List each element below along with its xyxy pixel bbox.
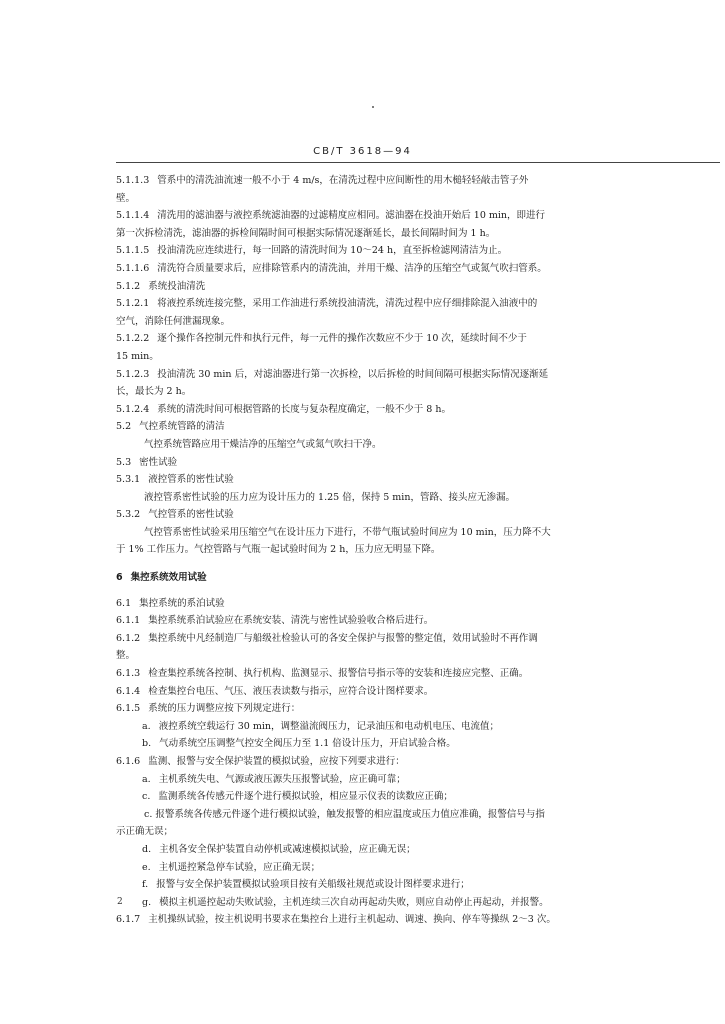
text-line	[116, 771, 720, 789]
clause-text: 将液控系统连接完整，采用工作油进行系统投油清洗，清洗过程中应仔细排除混入油液中的	[157, 298, 538, 310]
text-line	[116, 595, 720, 613]
text-line	[116, 278, 720, 296]
clause-text: 集控系统系泊试验应在系统安装、清洗与密性试验验收合格后进行。	[148, 615, 434, 627]
text-line	[116, 383, 720, 401]
clause-text: 液控管系的密性试验	[148, 474, 234, 486]
clause-text: 液控系统空载运行 30 min，调整溢流阀压力，记录油压和电动机电压、电流值；	[158, 720, 499, 732]
text-line	[116, 647, 720, 665]
clause-text: 模拟主机遥控起动失败试验，主机连续三次自动再起动失败，则应自动停止再起动，并报警。	[159, 896, 549, 908]
clause-number: 5.3.2	[116, 509, 141, 521]
text-line	[116, 242, 720, 260]
clause-number: 5.1.2.3	[116, 368, 150, 380]
clause-text: 管系中的清洗油流速一般不小于 4 m/s，在清洗过程中应间断性的用木槌轻轻敲击管子外	[157, 175, 529, 186]
text-line	[116, 313, 720, 331]
clause-text: 集控系统中凡经制造厂与船级社检验认可的各安全保护与报警的整定值，效用试验时不再作调	[148, 632, 538, 644]
clause-number: 5.1.1.3	[116, 175, 150, 186]
text-line	[116, 806, 720, 824]
clause-text: 主机遥控紧急停车试验，应正确无误；	[158, 861, 321, 873]
header-rule	[116, 162, 720, 163]
page-number: 2	[117, 897, 123, 907]
clause-number: 5.1.2.2	[116, 333, 150, 345]
page-header: CB/T 3618—94	[313, 146, 412, 157]
clause-text: 监测、报警与安全保护装置的模拟试验，应按下列要求进行：	[148, 756, 405, 767]
clause-text: 集控系统效用试验	[130, 572, 207, 584]
clause-text: 液控管系密性试验的压力应为设计压力的 1.25 倍，保持 5 min，管路、接头应无渗漏。	[144, 491, 515, 503]
text-line	[116, 753, 720, 771]
clause-number: f.	[142, 879, 149, 891]
scan-speck	[372, 106, 374, 108]
text-line	[116, 366, 720, 384]
clause-text: 气动系统空压调整气控安全阀压力至 1.1 倍设计压力，开启试验合格。	[159, 738, 456, 750]
text-line	[116, 541, 720, 559]
clause-text: 气控管系的密性试验	[148, 509, 234, 521]
text-line	[116, 225, 720, 243]
clause-text: 壁。	[116, 192, 136, 204]
text-line	[116, 894, 720, 912]
text-line	[116, 506, 720, 524]
clause-number: a.	[142, 720, 151, 732]
clause-number: 6.1.1	[116, 615, 141, 627]
text-line	[116, 418, 720, 436]
text-line	[116, 190, 720, 208]
section-heading	[116, 569, 720, 587]
text-line	[116, 718, 720, 736]
clause-number: 5.1.1.6	[116, 262, 150, 274]
text-line	[116, 489, 720, 507]
clause-number: 5.1.1.4	[116, 210, 150, 222]
clause-text: 长，最长为 2 h。	[116, 386, 192, 398]
text-line	[116, 612, 720, 630]
clause-number: 6.1.4	[116, 685, 141, 697]
text-line	[116, 823, 720, 841]
clause-text: 报警与安全保护装置模拟试验项目按有关船级社规范或设计图样要求进行；	[156, 879, 470, 891]
clause-number: 5.1.2.4	[116, 403, 150, 415]
clause-text: 集控系统的系泊试验	[139, 597, 225, 609]
clause-text: 主机各安全保护装置自动停机或减速模拟试验，应正确无误；	[159, 843, 416, 855]
clause-text: 于 1% 工作压力。气控管路与气瓶一起试验时间为 2 h，压力应无明显下降。	[116, 544, 441, 556]
clause-text: 检查集控系统各控制、执行机构、监测显示、报警信号指示等的安装和连接应完整、正确。	[148, 668, 529, 680]
text-line	[116, 260, 720, 278]
text-line	[116, 859, 720, 877]
clause-text: 系统的压力调整应按下列规定进行：	[148, 703, 301, 715]
clause-text: 空气，消除任何泄漏现象。	[116, 315, 231, 327]
text-line	[116, 207, 720, 225]
text-line	[116, 172, 720, 190]
text-line	[116, 436, 720, 454]
clause-text: 示正确无误；	[116, 826, 174, 838]
clause-text: 气控管系密性试验采用压缩空气在设计压力下进行，不带气瓶试验时间应为 10 min，压力降不大	[144, 526, 551, 538]
clause-number: b.	[142, 738, 152, 750]
clause-number: 6.1.7	[116, 914, 141, 926]
clause-number: d.	[142, 843, 152, 855]
clause-text: 气控系统管路应用干燥洁净的压缩空气或氮气吹扫干净。	[144, 438, 382, 450]
clause-text: 清洗符合质量要求后，应排除管系内的清洗油，并用干燥、洁净的压缩空气或氮气吹扫管系。	[157, 262, 547, 274]
clause-number: 5.2	[116, 421, 132, 433]
clause-text: 主机操纵试验，按主机说明书要求在集控台上进行主机起动、调速、换向、停车等操纵 2～3 次。	[148, 914, 556, 926]
clause-number: 6.1	[116, 597, 132, 609]
clause-number: 6.1.2	[116, 632, 141, 644]
clause-number: e.	[142, 861, 151, 873]
clause-text: 检查集控台电压、气压、液压表读数与指示，应符合设计图样要求。	[148, 685, 434, 697]
text-line	[116, 330, 720, 348]
text-line	[116, 295, 720, 313]
text-line	[116, 788, 720, 806]
clause-number: c.	[142, 791, 151, 803]
clause-text: 投油清洗 30 min 后，对滤油器进行第一次拆检，以后拆检的时间间隔可根据实际情况逐渐延	[157, 368, 549, 380]
text-line	[116, 665, 720, 683]
clause-number: 5.1.2.1	[116, 298, 150, 310]
text-line	[116, 876, 720, 894]
clause-text: 整。	[116, 650, 136, 662]
clause-number: 6.1.5	[116, 703, 141, 715]
text-line	[116, 683, 720, 701]
clause-number: 5.3.1	[116, 474, 141, 486]
clause-text: 密性试验	[139, 456, 178, 468]
clause-text: 第一次拆检清洗，滤油器的拆检间隔时间可根据实际情况逐渐延长，最长间隔时间为 1 h。	[116, 227, 496, 239]
text-line	[116, 471, 720, 489]
text-line	[116, 630, 720, 648]
text-line	[116, 454, 720, 472]
clause-text: 逐个操作各控制元件和执行元件，每一元件的操作次数应不少于 10 次，延续时间不少于	[157, 333, 527, 345]
document-body	[116, 172, 720, 929]
text-line	[116, 401, 720, 419]
clause-text: 系统投油清洗	[148, 280, 206, 292]
clause-number: 6.1.6	[116, 756, 141, 767]
clause-number: 5.1.2	[116, 280, 141, 292]
clause-text: 15 min。	[116, 350, 159, 362]
clause-text: 清洗用的滤油器与液控系统滤油器的过滤精度应相同。滤油器在投油开始后 10 min，即进行	[157, 210, 546, 222]
text-line	[116, 841, 720, 859]
clause-number: g.	[142, 896, 152, 908]
clause-text: 投油清洗应连续进行，每一回路的清洗时间为 10～24 h，直至拆检滤网清洁为止。	[157, 245, 508, 257]
clause-text: 系统的清洗时间可根据管路的长度与复杂程度确定，一般不少于 8 h。	[157, 403, 451, 415]
text-line	[116, 735, 720, 753]
clause-text: 主机系统失电、气源或液压源失压报警试验，应正确可靠；	[158, 773, 406, 785]
clause-text: 监测系统各传感元件逐个进行模拟试验，相应显示仪表的读数应正确；	[158, 791, 453, 803]
clause-number: 5.1.1.5	[116, 245, 150, 257]
text-line	[116, 911, 720, 929]
clause-number: 6	[116, 572, 123, 584]
text-line	[116, 700, 720, 718]
clause-number: 6.1.3	[116, 668, 141, 680]
text-line	[116, 348, 720, 366]
clause-text: 气控系统管路的清洁	[139, 421, 225, 433]
clause-number: 5.3	[116, 456, 132, 468]
clause-text: c. 报警系统各传感元件逐个进行模拟试验，触发报警的相应温度或压力值应准确，报警信号与指	[144, 808, 545, 820]
clause-number: a.	[142, 773, 151, 785]
text-line	[116, 524, 720, 542]
